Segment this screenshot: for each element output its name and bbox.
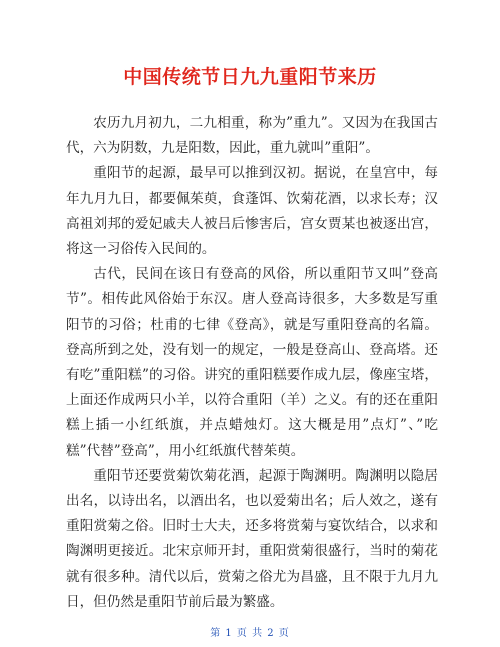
- paragraph-origin-history: 重阳节的起源，最早可以推到汉初。据说，在皇宫中，每年九月九日，都要佩茱萸，食蓬饵、饮菊花酒，以求长寿；汉高祖刘邦的爱妃戚夫人被吕后惨害后，宫女贾某也被逐出宫，将这一习俗传入民间的。: [66, 165, 438, 258]
- page-number-footer: 第 1 页 共 2 页: [210, 628, 290, 639]
- paragraph-chrysanthemum-custom: 重阳节还要赏菊饮菊花酒，起源于陶渊明。陶渊明以隐居出名，以诗出名，以酒出名，也以爱菊出名；后人效之，遂有重阳赏菊之俗。旧时士大夫，还多将赏菊与宴饮结合，以求和陶渊明更接近。北宋京师开封，重阳赏菊很盛行，当时的菊花就有很多种。清代以后，赏菊之俗尤为昌盛，且不限于九月九日，但仍然是重阳节前后最为繁盛。: [66, 467, 438, 610]
- paragraph-climbing-custom: 古代，民间在该日有登高的风俗，所以重阳节又叫”登高节”。相传此风俗始于东汉。唐人登高诗很多，大多数是写重阳节的习俗；杜甫的七律《登高》，就是写重阳登高的名篇。登高所到之处，没有划一的规定，一般是登高山、登高塔。还有吃”重阳糕”的习俗。讲究的重阳糕要作成九层，像座宝塔，上面还作成两只小羊，以符合重阳（羊）之义。有的还在重阳糕上插一小红纸旗，并点蜡烛灯。这大概是用”点灯”、”吃糕”代替”登高”，用小红纸旗代替茱萸。: [66, 266, 438, 459]
- page-title: 中国传统节日九九重阳节来历: [123, 66, 377, 88]
- paragraph-origin-name: 农历九月初九，二九相重，称为”重九”。又因为在我国古代，六为阴数，九是阳数，因此，重九就叫”重阳”。: [66, 115, 438, 157]
- article-body: [66, 111, 438, 615]
